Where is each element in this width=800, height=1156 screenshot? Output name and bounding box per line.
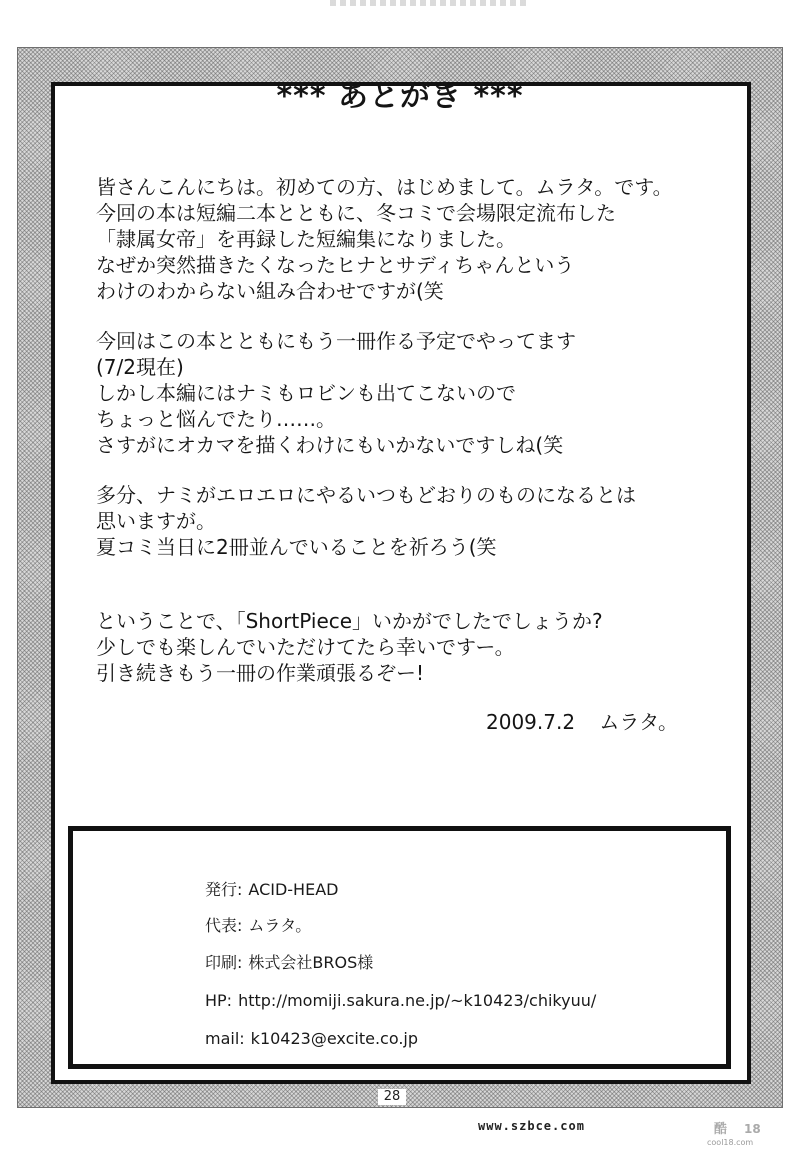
text-line: 今回の本は短編二本とともに、冬コミで会場限定流布した — [96, 201, 616, 225]
text-line: わけのわからない組み合わせですが(笑 — [96, 279, 444, 303]
text-line: なぜか突然描きたくなったヒナとサディちゃんという — [96, 253, 575, 277]
text-line: ということで、「ShortPiece」いかがでしたでしょうか? — [96, 609, 603, 633]
signature — [486, 709, 678, 735]
homepage-link[interactable]: http://momiji.sakura.ne.jp/~k10423/chikyuu/ — [238, 991, 597, 1010]
publisher-label: 発行: — [205, 880, 243, 899]
paragraph-next-book — [96, 328, 696, 458]
publisher-value: ACID-HEAD — [248, 880, 339, 899]
text-line: (7/2現在) — [96, 355, 184, 379]
representative-label: 代表: — [205, 916, 243, 935]
text-line: しかし本編にはナミもロビンも出てこないので — [96, 381, 516, 405]
paragraph-greeting — [96, 174, 696, 304]
watermark-logo — [704, 1118, 774, 1148]
logo-glyph: 酷 — [714, 1122, 728, 1137]
signature-date: 2009.7.2 — [486, 710, 576, 734]
printer-row — [205, 953, 373, 973]
afterword-heading: *** あとがき *** — [276, 79, 524, 114]
logo-number: 18 — [744, 1122, 761, 1136]
paragraph-summer-comiket — [96, 482, 696, 560]
text-line: 多分、ナミがエロエロにやるいつもどおりのものになるとは — [96, 483, 636, 507]
page-number: 28 — [378, 1089, 406, 1105]
text-line: さすがにオカマを描くわけにもいかないですしね(笑 — [96, 433, 564, 457]
text-line: 今回はこの本とともにもう一冊作る予定でやってます — [96, 329, 576, 353]
representative-row — [205, 916, 311, 936]
top-edge-texture — [330, 0, 530, 6]
text-line: 夏コミ当日に2冊並んでいることを祈ろう(笑 — [96, 535, 497, 559]
text-line: 少しでも楽しんでいただけてたら幸いですー。 — [96, 635, 515, 659]
logo-text: cool18.com — [707, 1138, 754, 1147]
cool18-logo-icon — [704, 1118, 774, 1148]
signature-author: ムラタ。 — [599, 710, 679, 734]
text-line: 「隷属女帝」を再録した短編集になりました。 — [96, 227, 516, 251]
paragraph-closing — [96, 608, 696, 686]
representative-value: ムラタ。 — [248, 916, 312, 935]
text-line: 思いますが。 — [96, 509, 216, 533]
text-line: 引き続きもう一冊の作業頑張るぞー! — [96, 661, 425, 685]
mail-link[interactable]: k10423@excite.co.jp — [250, 1029, 419, 1048]
mail-label: mail: — [205, 1029, 245, 1048]
mail-row — [205, 1029, 418, 1049]
text-line: ちょっと悩んでたり‥‥‥。 — [96, 407, 337, 431]
text-line: 皆さんこんにちは。初めての方、はじめまして。ムラタ。です。 — [96, 175, 673, 199]
printer-label: 印刷: — [205, 953, 243, 972]
homepage-label: HP: — [205, 991, 233, 1010]
watermark-url: www.szbce.com — [478, 1119, 585, 1133]
homepage-row — [205, 991, 596, 1011]
printer-value: 株式会社BROS様 — [248, 953, 374, 972]
publisher-row — [205, 880, 338, 900]
colophon-box — [68, 826, 731, 1069]
